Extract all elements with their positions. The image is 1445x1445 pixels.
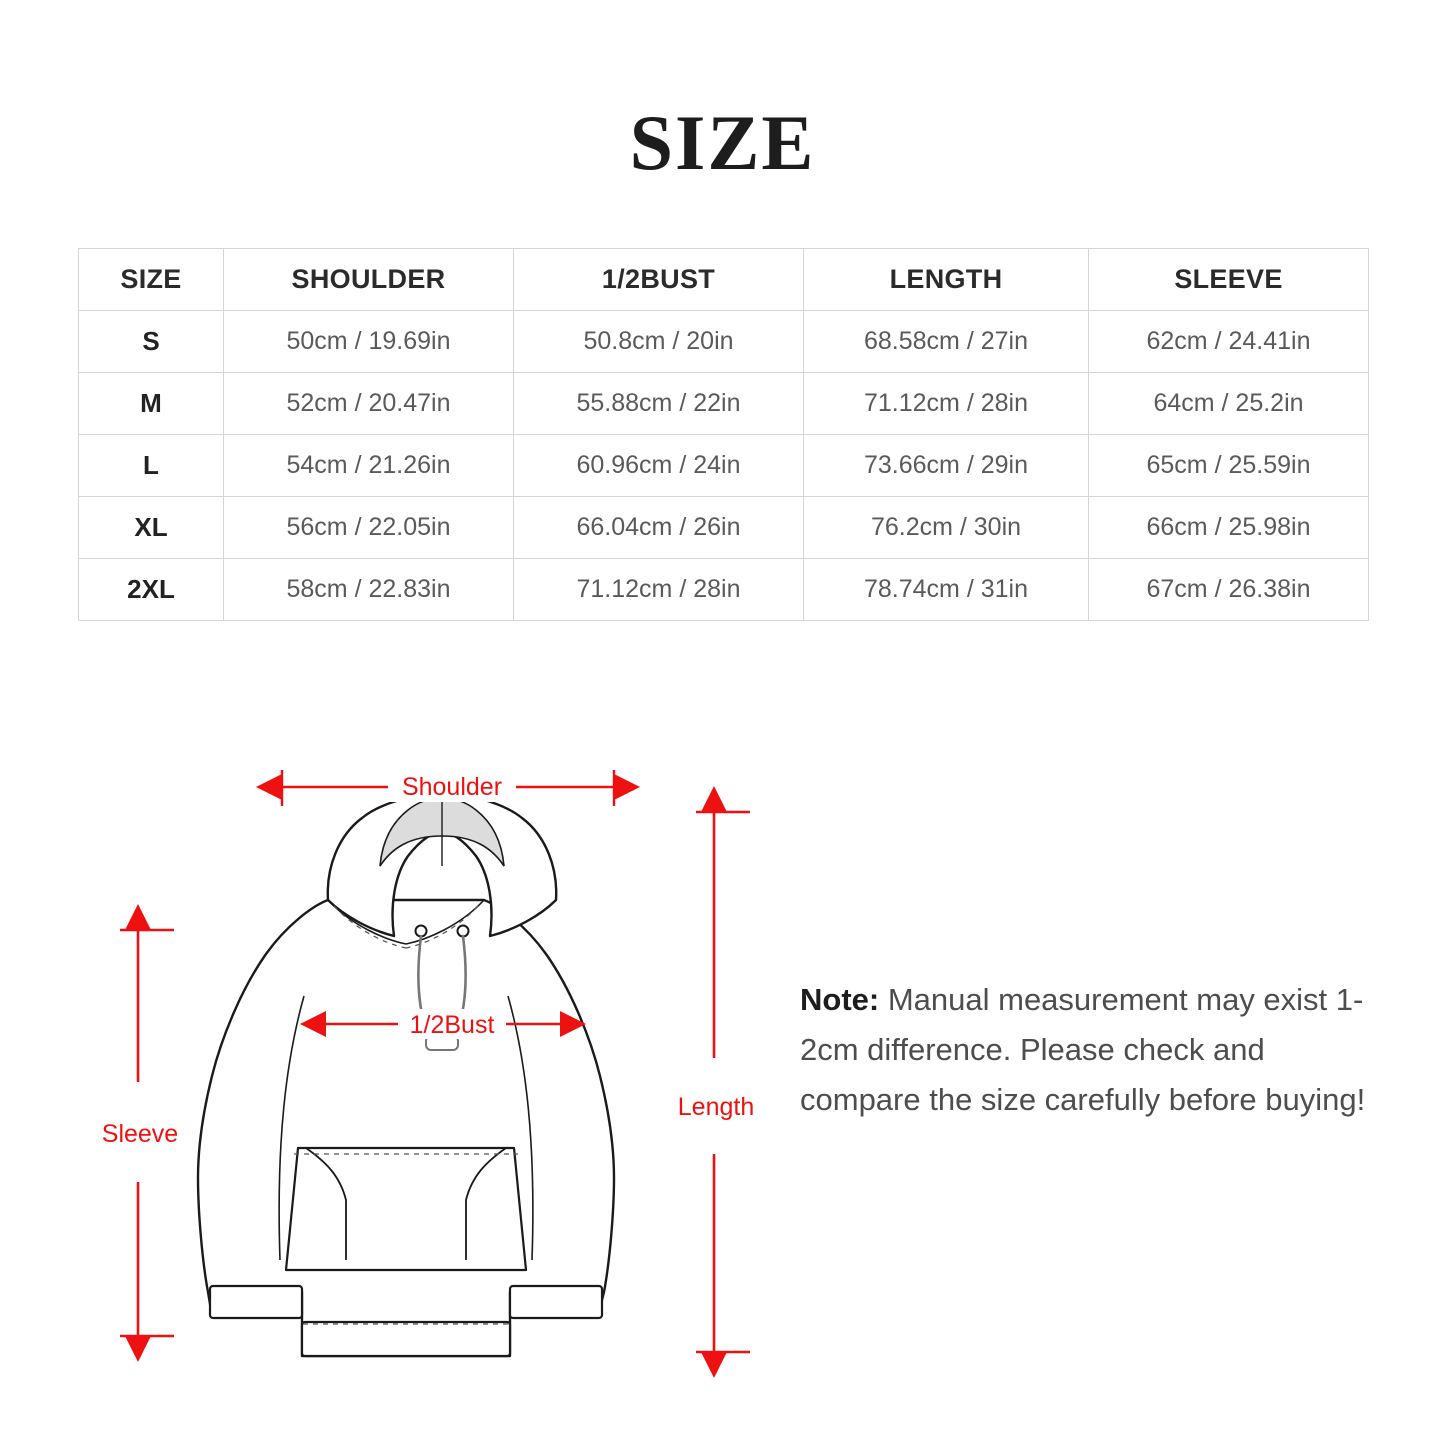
cell-sleeve: 64cm / 25.2in xyxy=(1089,373,1369,435)
label-sleeve: Sleeve xyxy=(101,1120,179,1148)
cell-shoulder: 54cm / 21.26in xyxy=(224,435,514,497)
column-header-shoulder: SHOULDER xyxy=(224,249,514,311)
label-bust: 1/2Bust xyxy=(409,1011,495,1039)
cell-sleeve: 65cm / 25.59in xyxy=(1089,435,1369,497)
table-row xyxy=(79,373,1369,435)
table-row xyxy=(79,311,1369,373)
cell-size: 2XL xyxy=(79,559,224,621)
cell-size: L xyxy=(79,435,224,497)
cell-shoulder: 50cm / 19.69in xyxy=(224,311,514,373)
label-length: Length xyxy=(677,1093,755,1121)
measurement-diagram xyxy=(90,740,790,1380)
column-header-bust: 1/2BUST xyxy=(514,249,804,311)
table-row xyxy=(79,435,1369,497)
cell-bust: 60.96cm / 24in xyxy=(514,435,804,497)
cell-size: S xyxy=(79,311,224,373)
cell-size: M xyxy=(79,373,224,435)
table-row xyxy=(79,497,1369,559)
note-block xyxy=(800,975,1380,1126)
cell-size: XL xyxy=(79,497,224,559)
table-row xyxy=(79,559,1369,621)
cell-length: 76.2cm / 30in xyxy=(804,497,1089,559)
column-header-sleeve: SLEEVE xyxy=(1089,249,1369,311)
cell-length: 71.12cm / 28in xyxy=(804,373,1089,435)
cell-length: 78.74cm / 31in xyxy=(804,559,1089,621)
cell-bust: 55.88cm / 22in xyxy=(514,373,804,435)
cell-sleeve: 62cm / 24.41in xyxy=(1089,311,1369,373)
cell-bust: 71.12cm / 28in xyxy=(514,559,804,621)
cell-shoulder: 52cm / 20.47in xyxy=(224,373,514,435)
cell-sleeve: 66cm / 25.98in xyxy=(1089,497,1369,559)
note-text: Manual measurement may exist 1-2cm difference. Please check and compare the size carefully before buying! xyxy=(800,982,1366,1118)
size-table-container xyxy=(78,248,1368,621)
cell-sleeve: 67cm / 26.38in xyxy=(1089,559,1369,621)
cell-length: 73.66cm / 29in xyxy=(804,435,1089,497)
column-header-size: SIZE xyxy=(79,249,224,311)
cell-bust: 50.8cm / 20in xyxy=(514,311,804,373)
note-label: Note: xyxy=(800,982,880,1017)
column-header-length: LENGTH xyxy=(804,249,1089,311)
cell-bust: 66.04cm / 26in xyxy=(514,497,804,559)
table-header-row xyxy=(79,249,1369,311)
cell-length: 68.58cm / 27in xyxy=(804,311,1089,373)
label-shoulder: Shoulder xyxy=(401,773,503,801)
cell-shoulder: 56cm / 22.05in xyxy=(224,497,514,559)
cell-shoulder: 58cm / 22.83in xyxy=(224,559,514,621)
size-table xyxy=(78,248,1369,621)
page-title: SIZE xyxy=(629,99,816,186)
